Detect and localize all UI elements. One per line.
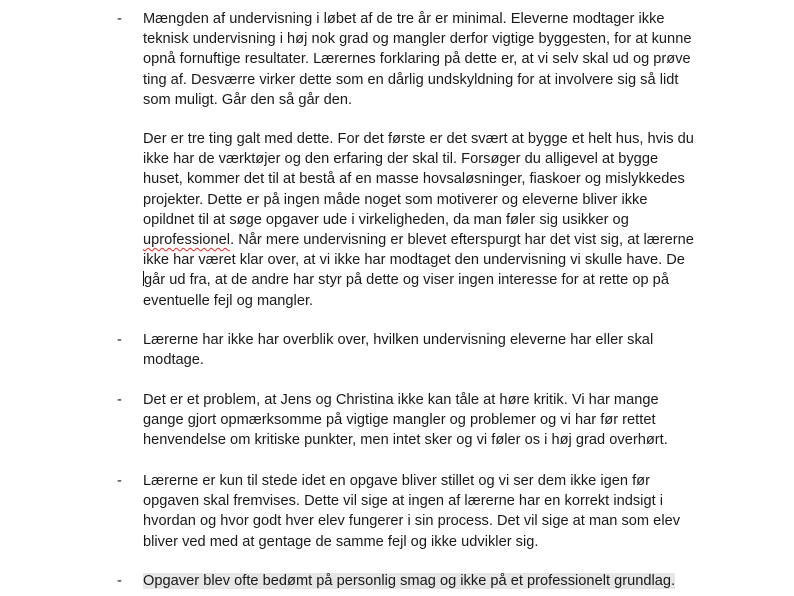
text-line: ikke har været klar over, at vi ikke har modtaget den undervisning vi skulle have. De (143, 252, 685, 269)
text-line: modtage. (143, 352, 205, 369)
text-line: huset, kommer det til at bestå af en masse hovsaløsninger, fiaskoer og mislykkedes (143, 171, 685, 188)
text-fragment: går ud fra, at de andre har styr på dette og viser ingen interesse for at rette op på (144, 272, 669, 289)
text-line: gange gjort opmærksomme på vigtige mangler og problemer og vi har før rettet (143, 412, 656, 429)
paragraph-5[interactable] (143, 571, 723, 591)
text-line: Lærerne har ikke har overblik over, hvilken undervisning eleverne har eller skal (143, 332, 654, 348)
text-line: opgaven skal fremvises. Dette vil sige at ingen af lærerne har en korrekt indsigt i (143, 493, 663, 510)
paragraph-1b[interactable] (143, 129, 723, 311)
text-line: henvendelse om kritiske punkter, men intet sker og vi føler os i høj grad overhørt. (143, 432, 668, 449)
text-line: Mængden af undervisning i løbet af de tre år er minimal. Eleverne modtager ikke (143, 11, 665, 27)
text-line: som muligt. Går den så går den. (143, 91, 353, 108)
bullet-marker: - (117, 11, 122, 27)
text-line: projekter. Dette er på ingen måde noget som motiverer og eleverne bliver ikke (143, 191, 648, 208)
paragraph-2[interactable] (143, 330, 723, 370)
paragraph-3[interactable] (143, 390, 723, 451)
text-line: ting af. Desværre virker dette som en dårlig undskyldning for at involvere sig så lidt (143, 71, 679, 88)
text-line: hvordan og hvor godt hver elev fungerer i sin process. Det vil sige at man som elev (143, 513, 681, 530)
bullet-marker: - (117, 573, 122, 589)
text-line: bliver ved med at gentage de samme fejl og ikke udvikler sig. (143, 533, 539, 550)
paragraph-1[interactable] (143, 9, 723, 110)
text-fragment: . Når mere undervisning er blevet efterspurgt har det vist sig, at lærerne (230, 232, 694, 249)
text-line: opnå fornuftige resultater. Lærernes forklaring på dette er, at vi selv skal ud og prøve (143, 51, 691, 68)
bullet-marker: - (117, 332, 122, 348)
text-line (143, 230, 723, 250)
text-line: Lærerne er kun til stede idet en opgave bliver stillet og vi ser dem ikke igen før (143, 473, 650, 489)
text-line (143, 571, 723, 591)
text-line: eventuelle fejl og mangler. (143, 292, 314, 309)
text-line: teknisk undervisning i høj nok grad og mangler derfor vigtige byggesten, for at kunne (143, 31, 692, 48)
text-line: Der er tre ting galt med dette. For det første er det svært at bygge et helt hus, hvis du (143, 131, 694, 147)
bullet-marker: - (117, 473, 122, 489)
spelling-error-word[interactable]: uprofessionel (143, 232, 231, 249)
text-line (143, 270, 723, 290)
text-line: ikke har de værktøjer og den erfaring der skal til. Forsøger du alligevel at bygge (143, 151, 659, 168)
bullet-marker: - (117, 392, 122, 408)
text-line: opildnet til at søge opgaver ude i virkeligheden, da man føler sig usikker og (143, 211, 629, 228)
highlighted-text[interactable]: Opgaver blev ofte bedømt på personlig smag og ikke på et professionelt grundlag. (143, 573, 676, 589)
text-line: Det er et problem, at Jens og Christina ikke kan tåle at høre kritik. Vi har mange (143, 392, 659, 408)
paragraph-4[interactable] (143, 471, 723, 552)
